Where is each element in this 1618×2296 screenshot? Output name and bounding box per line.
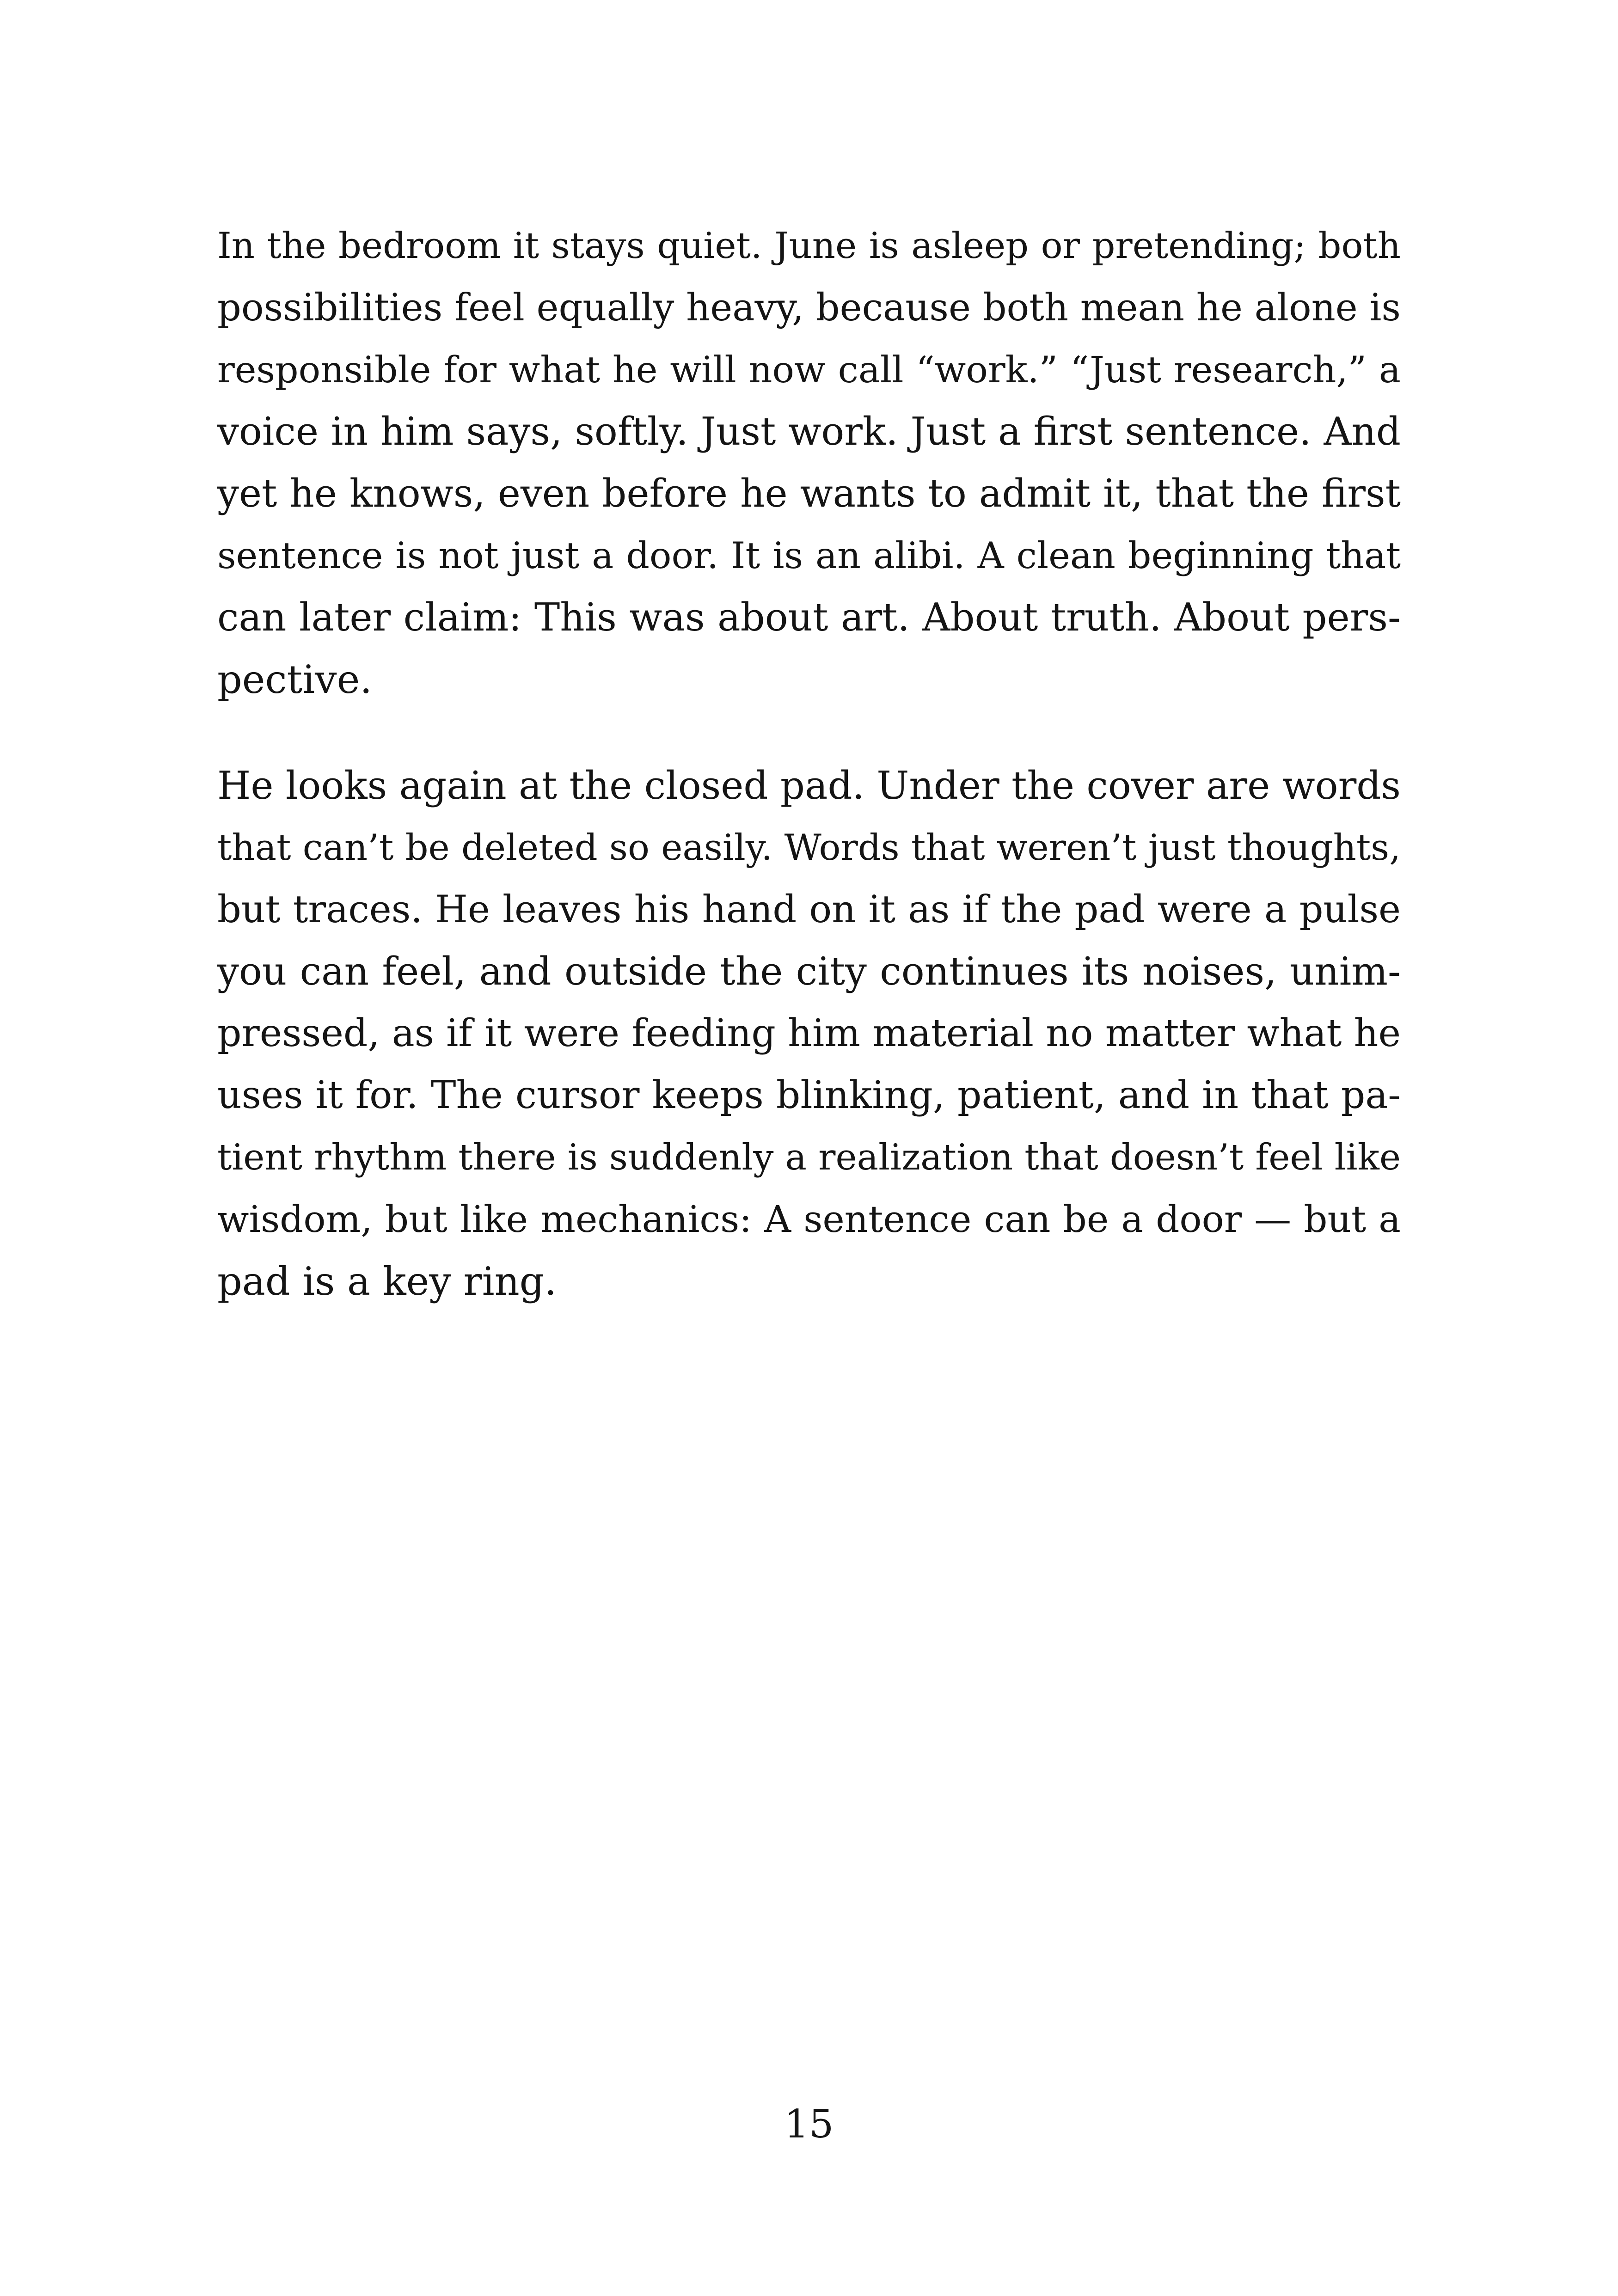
text-line: yet he knows, even before he wants to admit it, that the first	[217, 471, 1401, 516]
text-line: In the bedroom it stays quiet. June is asleep or pretending; both	[217, 225, 1401, 267]
text-line: but traces. He leaves his hand on it as if the pad were a pulse	[217, 888, 1401, 931]
text-line: pressed, as if it were feeding him material no matter what he	[217, 1011, 1401, 1055]
text-line: can later claim: This was about art. About truth. About pers-	[217, 595, 1401, 640]
paragraph-1	[217, 215, 1401, 710]
text-line: you can feel, and outside the city continues its noises, unim-	[217, 949, 1401, 994]
text-line: He looks again at the closed pad. Under the cover are words	[217, 763, 1401, 808]
text-line: tient rhythm there is suddenly a realization that doesn’t feel like	[217, 1137, 1401, 1178]
text-line: uses it for. The cursor keeps blinking, patient, and in that pa-	[217, 1073, 1401, 1117]
body-text	[217, 215, 1401, 1312]
text-line: pad is a key ring.	[217, 1259, 557, 1304]
text-line: that can’t be deleted so easily. Words that weren’t just thoughts,	[217, 827, 1401, 869]
text-line: pective.	[217, 657, 373, 702]
text-line: responsible for what he will now call “work.” “Just research,” a	[217, 349, 1401, 391]
page-number: 15	[784, 2101, 834, 2147]
text-line: possibilities feel equally heavy, because both mean he alone is	[217, 286, 1401, 330]
text-line: sentence is not just a door. It is an alibi. A clean beginning that	[217, 534, 1401, 577]
text-line: voice in him says, softly. Just work. Just a first sentence. And	[217, 409, 1401, 454]
paragraph-2	[217, 755, 1401, 1312]
text-line: wisdom, but like mechanics: A sentence can be a door — but a	[217, 1198, 1401, 1241]
